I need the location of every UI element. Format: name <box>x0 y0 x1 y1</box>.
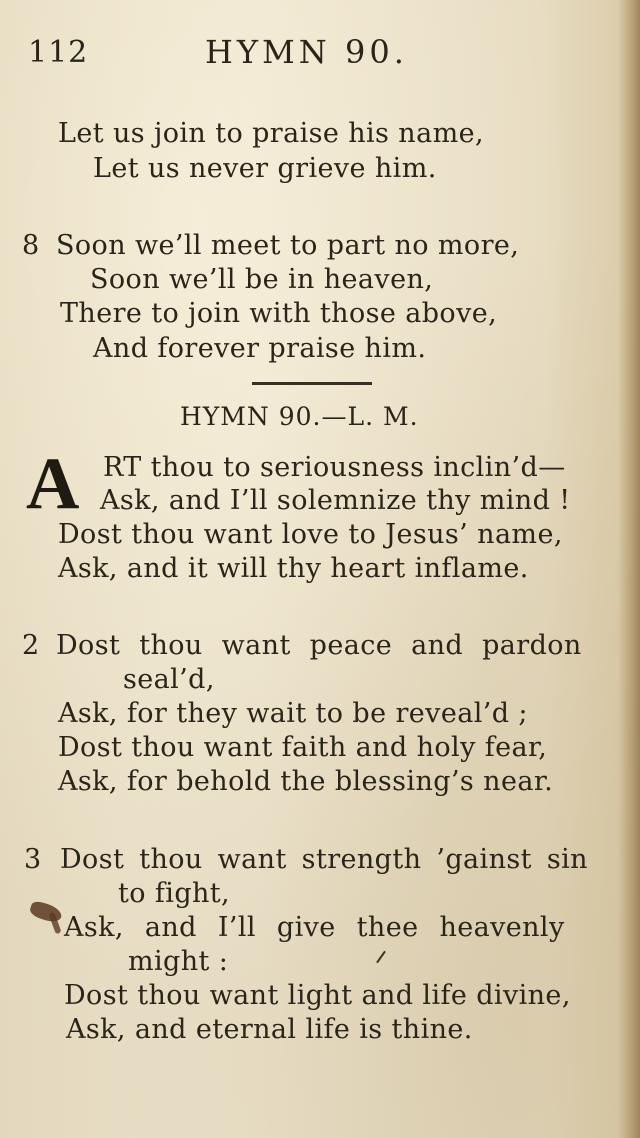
hymn-line: Dost thou want faith and holy fear, <box>58 732 548 763</box>
hymn-line: Dost thou want strength ’gainst sin <box>60 844 588 875</box>
hymn-line: Dost thou want light and life divine, <box>64 980 571 1011</box>
running-title: HYMN 90. <box>205 33 408 71</box>
stray-mark <box>376 951 386 964</box>
hymn-line: Soon we’ll be in heaven, <box>90 264 434 295</box>
hymn-line: Ask, and I’ll solemnize thy mind ! <box>100 485 571 516</box>
ink-stain <box>28 899 63 924</box>
hymn-line: Dost thou want love to Jesus’ name, <box>58 519 563 550</box>
hymn-line: Let us never grieve him. <box>93 153 437 184</box>
page-number: 112 <box>28 35 89 70</box>
hymn-line: RT thou to seriousness inclin’d— <box>103 452 566 483</box>
hymn-heading: HYMN 90.—L. M. <box>180 402 419 431</box>
section-divider <box>252 382 372 385</box>
hymn-line: to fight, <box>118 878 231 909</box>
hymn-line: And forever praise him. <box>93 333 427 364</box>
page-edge-shadow <box>618 0 640 1138</box>
hymn-line: Let us join to praise his name, <box>58 118 484 149</box>
hymn-line: Ask, and eternal life is thine. <box>66 1014 473 1045</box>
verse-number: 3 <box>24 844 42 875</box>
hymn-line: Ask, and I’ll give thee heavenly <box>64 912 565 943</box>
verse-number: 2 <box>22 630 40 661</box>
hymn-line: There to join with those above, <box>60 298 498 329</box>
hymn-line: Ask, for behold the blessing’s near. <box>58 766 554 797</box>
hymn-line: seal’d, <box>123 664 215 695</box>
hymn-line: Ask, for they wait to be reveal’d ; <box>58 698 528 729</box>
verse-number: 8 <box>22 230 40 261</box>
hymn-line: Ask, and it will thy heart inflame. <box>58 553 529 584</box>
hymn-line: Soon we’ll meet to part no more, <box>56 230 520 261</box>
hymn-line: might : <box>128 946 229 977</box>
hymn-line: Dost thou want peace and pardon <box>56 630 582 661</box>
drop-cap: A <box>26 443 80 525</box>
